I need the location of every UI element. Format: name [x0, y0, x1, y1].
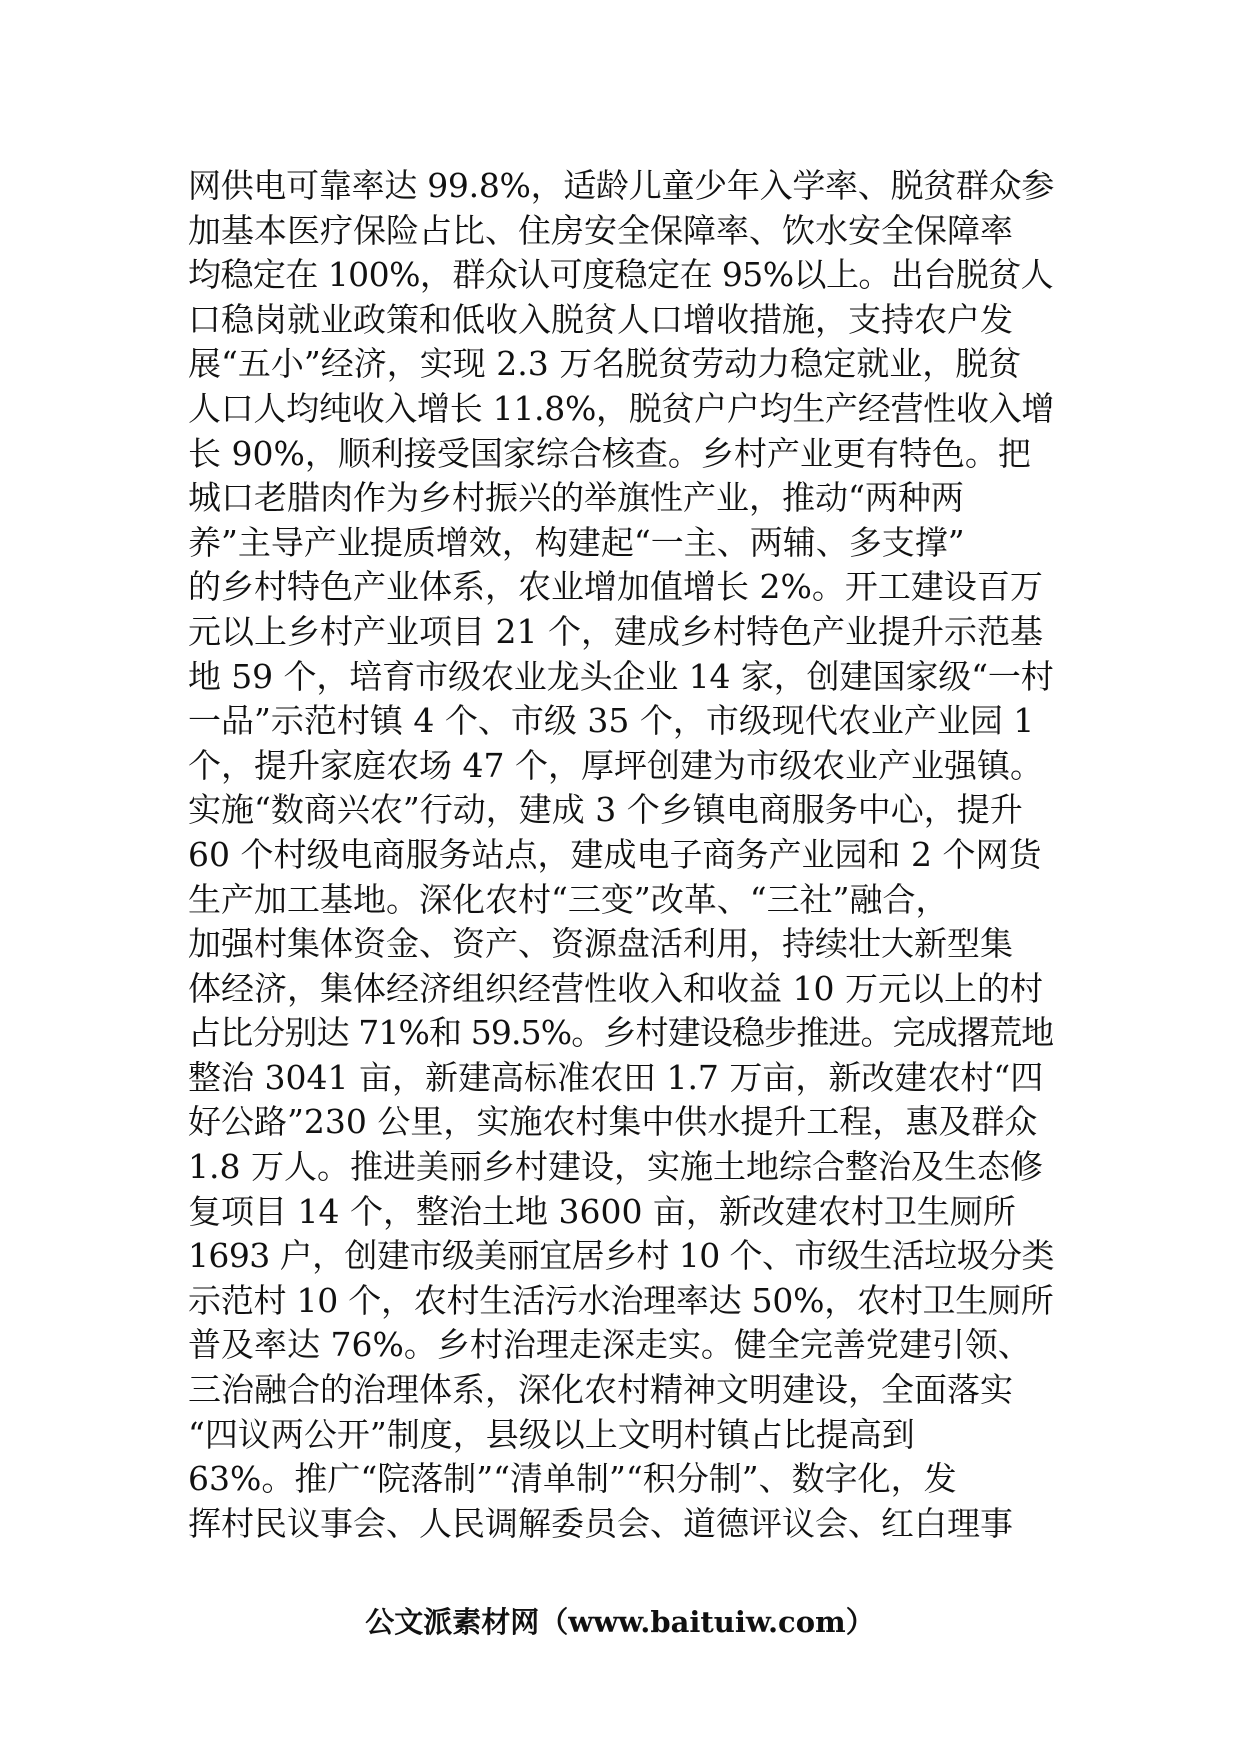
- text-line: 复项目 14 个，整治土地 3600 亩，新改建农村卫生厕所: [188, 1191, 1016, 1231]
- text-line: 整治 3041 亩，新建高标准农田 1.7 万亩，新改建农村“四: [188, 1057, 1044, 1097]
- text-line: 普及率达 76%。乡村治理走深走实。健全完善党建引领、: [188, 1325, 1031, 1365]
- text-line: 均稳定在 100%，群众认可度稳定在 95%以上。出台脱贫人: [188, 255, 1054, 295]
- text-line: 个，提升家庭农场 47 个，厚坪创建为市级农业产业强镇。: [188, 745, 1043, 785]
- text-line: 网供电可靠率达 99.8%，适龄儿童少年入学率、脱贫群众参: [188, 166, 1054, 205]
- footer-watermark: 公文派素材网（www.baituiw.com）: [365, 1605, 875, 1639]
- body-paragraph: [188, 164, 1054, 1546]
- text-line: 体经济，集体经济组织经营性收入和收益 10 万元以上的村: [188, 968, 1043, 1008]
- text-line: 一品”示范村镇 4 个、市级 35 个，市级现代农业产业园 1: [188, 701, 1035, 741]
- text-line: 挥村民议事会、人民调解委员会、道德评议会、红白理事: [188, 1503, 1013, 1543]
- text-line: 人口人均纯收入增长 11.8%，脱贫户户均生产经营性收入增: [188, 388, 1054, 428]
- text-line: “四议两公开”制度，县级以上文明村镇占比提高到: [188, 1414, 915, 1454]
- text-line: 城口老腊肉作为乡村振兴的举旗性产业，推动“两种两: [188, 478, 964, 518]
- text-line: 60 个村级电商服务站点，建成电子商务产业园和 2 个网货: [188, 834, 1042, 874]
- text-line: 63%。推广“院落制”“清单制”“积分制”、数字化，发: [188, 1459, 957, 1499]
- text-line: 示范村 10 个，农村生活污水治理率达 50%，农村卫生厕所: [188, 1280, 1054, 1320]
- text-line: 加基本医疗保险占比、住房安全保障率、饮水安全保障率: [188, 210, 1013, 250]
- text-line: 口稳岗就业政策和低收入脱贫人口增收措施，支持农户发: [188, 299, 1013, 339]
- text-line: 加强村集体资金、资产、资源盘活利用，持续壮大新型集: [188, 924, 1013, 964]
- text-line: 元以上乡村产业项目 21 个，建成乡村特色产业提升示范基: [188, 611, 1043, 651]
- text-line: 1.8 万人。推进美丽乡村建设，实施土地综合整治及生态修: [188, 1147, 1043, 1187]
- text-line: 占比分别达 71%和 59.5%。乡村建设稳步推进。完成撂荒地: [188, 1013, 1054, 1053]
- text-line: 养”主导产业提质增效，构建起“一主、两辅、多支撑”: [188, 522, 965, 562]
- text-line: 长 90%，顺利接受国家综合核查。乡村产业更有特色。把: [188, 433, 1031, 473]
- text-line: 生产加工基地。深化农村“三变”改革、“三社”融合，: [188, 879, 949, 919]
- text-line: 实施“数商兴农”行动，建成 3 个乡镇电商服务中心，提升: [188, 790, 1023, 830]
- text-line: 的乡村特色产业体系，农业增加值增长 2%。开工建设百万: [188, 567, 1043, 607]
- text-line: 1693 户，创建市级美丽宜居乡村 10 个、市级生活垃圾分类: [188, 1236, 1054, 1276]
- text-line: 地 59 个，培育市级农业龙头企业 14 家，创建国家级“一村: [188, 656, 1054, 696]
- text-line: 展“五小”经济，实现 2.3 万名脱贫劳动力稳定就业，脱贫: [188, 344, 1022, 384]
- text-line: 好公路”230 公里，实施农村集中供水提升工程，惠及群众: [188, 1102, 1038, 1142]
- text-line: 三治融合的治理体系，深化农村精神文明建设，全面落实: [188, 1370, 1013, 1410]
